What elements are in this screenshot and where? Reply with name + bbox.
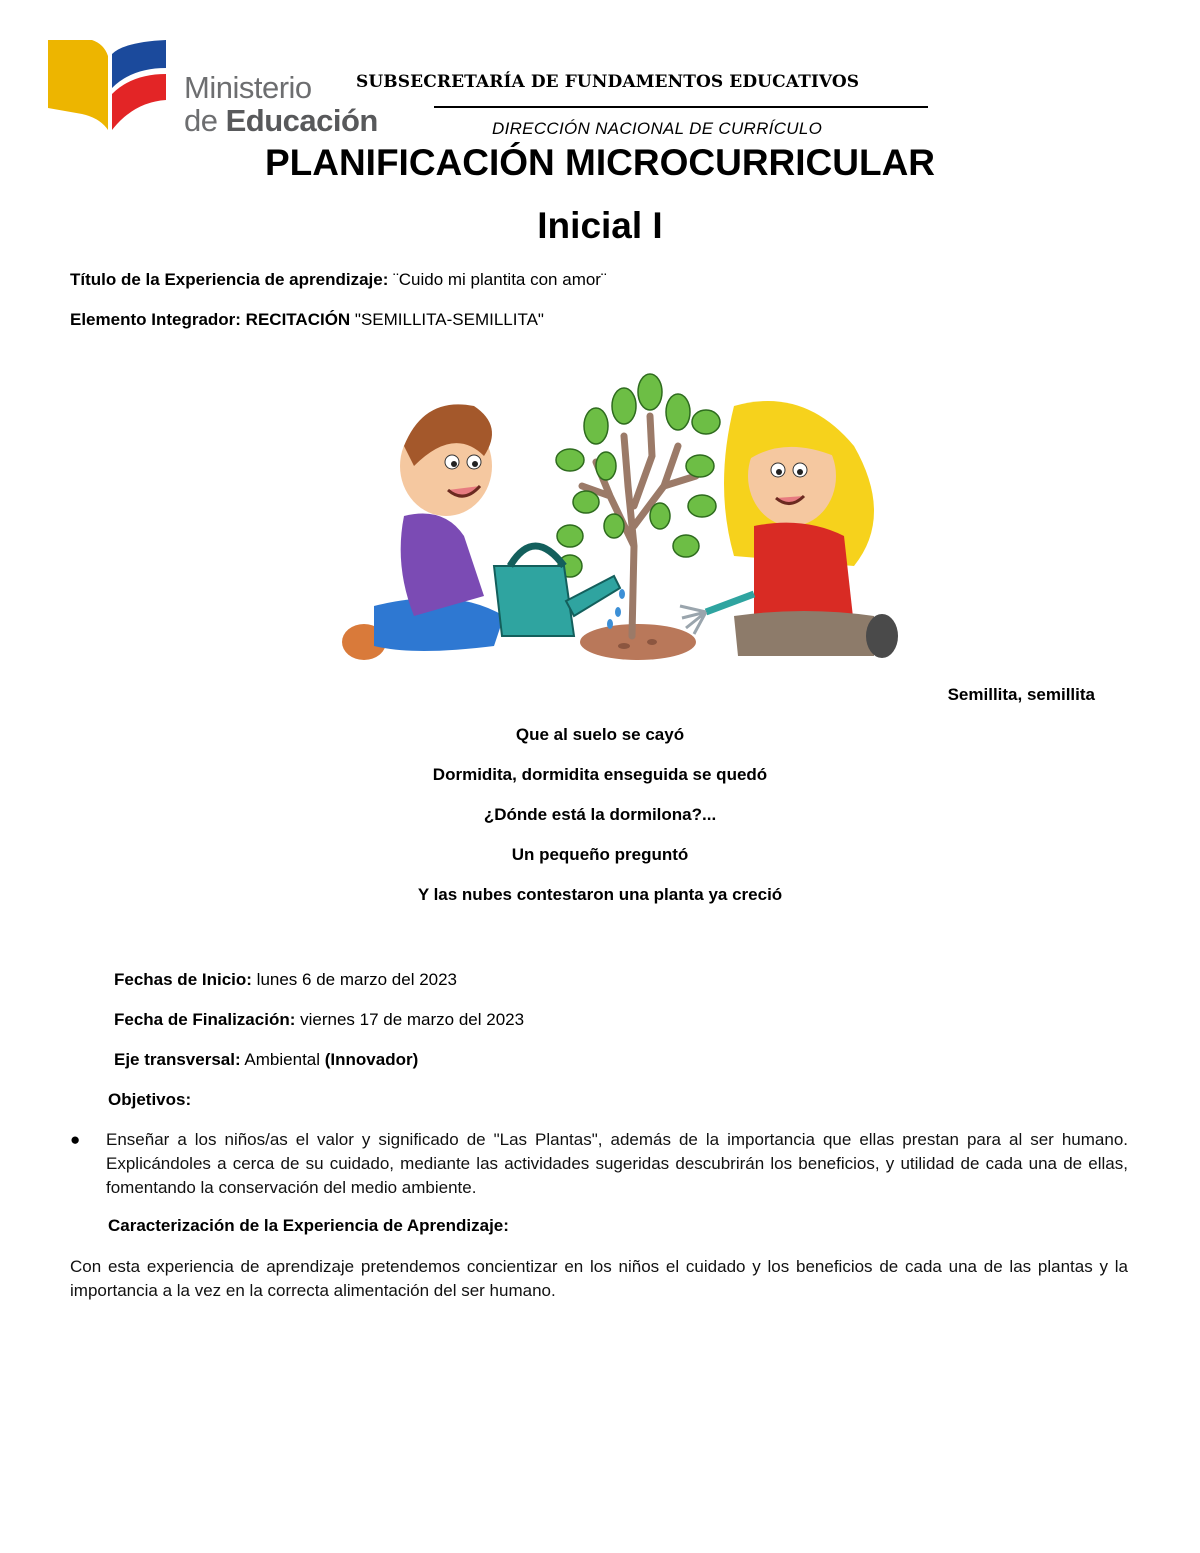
fecha-finalizacion — [114, 1010, 524, 1030]
logo-text-ministerio: Ministerio — [184, 70, 312, 105]
fecha-inicio-label: Fechas de Inicio: — [114, 970, 252, 989]
eje-value: Ambiental — [240, 1050, 325, 1069]
fecha-fin-label: Fecha de Finalización: — [114, 1010, 296, 1029]
open-book-flag-icon — [46, 38, 176, 134]
poem-line-6: Y las nubes contestaron una planta ya creció — [417, 885, 783, 904]
titulo-experiencia — [70, 270, 607, 290]
poem-line-2: Que al suelo se cayó — [515, 725, 685, 744]
poem-line-3: Dormidita, dormidita enseguida se quedó — [432, 765, 768, 784]
eje-transversal — [114, 1050, 418, 1070]
bullet-icon: ● — [70, 1130, 81, 1149]
elemento-integrador-label: Elemento Integrador: RECITACIÓN — [70, 310, 351, 329]
poem-line-4: ¿Dónde está la dormilona?... — [483, 805, 717, 824]
children-planting-tree-illustration — [334, 366, 906, 672]
poem-line-1: Semillita, semillita — [947, 685, 1095, 704]
objetivos-list-item — [70, 1128, 1128, 1200]
caracterizacion-text: Con esta experiencia de aprendizaje pretendemos concientizar en los niños el cuidado y los beneficios de cada una de las plantas y la importancia a la vez en la correcta alimentación del ser humano. — [70, 1257, 1128, 1300]
poem-line-5: Un pequeño preguntó — [511, 845, 689, 864]
page-subtitle: Inicial I — [537, 205, 663, 246]
fecha-fin-value: viernes 17 de marzo del 2023 — [295, 1010, 525, 1029]
direccion-heading: DIRECCIÓN NACIONAL DE CURRÍCULO — [492, 119, 823, 138]
header-divider — [434, 106, 928, 108]
eje-label: Eje transversal: — [114, 1050, 241, 1069]
fecha-inicio — [114, 970, 457, 990]
objetivo-text: Enseñar a los niños/as el valor y significado de "Las Plantas", además de la importancia que ellas prestan para al ser humano. Explicándoles a cerca de su cuidado, mediante las actividades sugeridas descubrirán los beneficios, y utilidad de cada una de ellas, fomentando la conservación del medio ambiente. — [106, 1130, 1128, 1197]
logo-text-educacion: de Educación — [184, 103, 378, 138]
page-title: PLANIFICACIÓN MICROCURRICULAR — [264, 142, 936, 183]
subsecretaria-heading: SUBSECRETARÍA DE FUNDAMENTOS EDUCATIVOS — [356, 72, 860, 92]
ministerio-logo — [46, 38, 386, 142]
elemento-integrador — [70, 310, 544, 330]
eje-extra: (Innovador) — [324, 1050, 419, 1069]
caracterizacion-heading: Caracterización de la Experiencia de Aprendizaje: — [108, 1216, 509, 1235]
titulo-experiencia-label: Título de la Experiencia de aprendizaje: — [70, 270, 389, 289]
objetivos-heading: Objetivos: — [108, 1090, 192, 1109]
titulo-experiencia-value: ¨Cuido mi plantita con amor¨ — [388, 270, 607, 289]
fecha-inicio-value: lunes 6 de marzo del 2023 — [251, 970, 458, 989]
elemento-integrador-value: "SEMILLITA-SEMILLITA" — [350, 310, 544, 329]
